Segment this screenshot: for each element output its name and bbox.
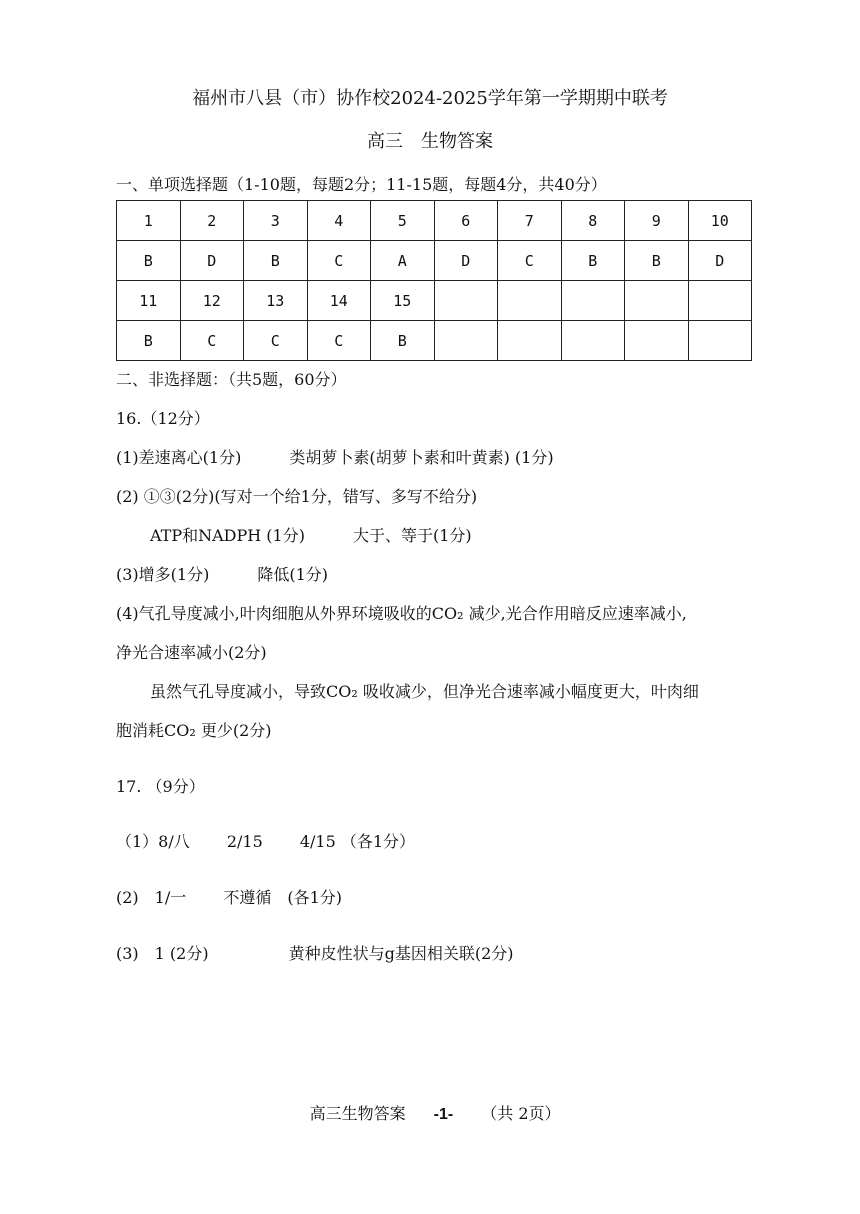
q16-part4-line2: 净光合速率减小(2分) bbox=[116, 643, 267, 662]
page-footer bbox=[0, 1090, 860, 1123]
answer-cell bbox=[688, 321, 752, 361]
question-number-cell: 1 bbox=[117, 201, 181, 241]
q16-part1: (1)差速离心(1分) 类胡萝卜素(胡萝卜素和叶黄素) (1分) bbox=[116, 448, 554, 467]
q17-part3: (3) 1 (2分) 黄种皮性状与g基因相关联(2分) bbox=[116, 944, 514, 963]
answer-row bbox=[117, 321, 752, 361]
answer-cell: B bbox=[117, 241, 181, 281]
answer-row bbox=[117, 241, 752, 281]
answer-table bbox=[116, 200, 752, 361]
question-number-cell bbox=[498, 281, 562, 321]
question-number-cell: 10 bbox=[688, 201, 752, 241]
question-number-cell: 13 bbox=[244, 281, 308, 321]
answer-cell: C bbox=[307, 321, 371, 361]
q16-part2-cont: ATP和NADPH (1分) 大于、等于(1分) bbox=[150, 526, 472, 545]
q16-header: 16.（12分） bbox=[116, 409, 210, 428]
question-number-cell: 5 bbox=[371, 201, 435, 241]
section-2-heading: 二、非选择题：（共5题，60分） bbox=[116, 370, 347, 389]
q16-part4-line1: (4)气孔导度减小,叶肉细胞从外界环境吸收的CO₂ 减少,光合作用暗反应速率减小, bbox=[116, 604, 687, 623]
answer-cell bbox=[625, 321, 689, 361]
q17-part1: （1）8/八 2/15 4/15 （各1分） bbox=[116, 832, 416, 851]
answer-cell: D bbox=[180, 241, 244, 281]
answer-cell: C bbox=[307, 241, 371, 281]
document-title: 福州市八县（市）协作校2024-2025学年第一学期期中联考 bbox=[192, 88, 668, 109]
question-number-cell bbox=[434, 281, 498, 321]
q16-part4-alt-line2: 胞消耗CO₂ 更少(2分) bbox=[116, 721, 272, 740]
answer-cell bbox=[498, 321, 562, 361]
answer-cell: B bbox=[117, 321, 181, 361]
footer-total-pages: （共 2页） bbox=[481, 1104, 561, 1123]
answer-cell: C bbox=[244, 321, 308, 361]
question-number-cell: 15 bbox=[371, 281, 435, 321]
q16-part4-alt-line1: 虽然气孔导度减小，导致CO₂ 吸收减少，但净光合速率减小幅度更大，叶肉细 bbox=[150, 682, 699, 701]
question-number-cell: 14 bbox=[307, 281, 371, 321]
question-number-cell: 7 bbox=[498, 201, 562, 241]
question-number-row bbox=[117, 201, 752, 241]
answer-cell: B bbox=[625, 241, 689, 281]
question-number-row bbox=[117, 281, 752, 321]
answer-cell: C bbox=[180, 321, 244, 361]
answer-cell: B bbox=[371, 321, 435, 361]
q17-part2: (2) 1/一 不遵循 (各1分) bbox=[116, 888, 342, 907]
q16-part3: (3)增多(1分) 降低(1分) bbox=[116, 565, 328, 584]
section-1-heading: 一、单项选择题（1-10题，每题2分；11-15题，每题4分，共40分） bbox=[116, 175, 607, 194]
question-number-cell: 11 bbox=[117, 281, 181, 321]
question-number-cell bbox=[688, 281, 752, 321]
q16-part2: (2) ①③(2分)(写对一个给1分，错写、多写不给分) bbox=[116, 487, 478, 506]
answer-cell bbox=[434, 321, 498, 361]
answer-cell bbox=[561, 321, 625, 361]
answer-cell: D bbox=[434, 241, 498, 281]
question-number-cell: 12 bbox=[180, 281, 244, 321]
question-number-cell: 2 bbox=[180, 201, 244, 241]
answer-cell: B bbox=[244, 241, 308, 281]
question-number-cell: 9 bbox=[625, 201, 689, 241]
answer-cell: C bbox=[498, 241, 562, 281]
question-number-cell bbox=[625, 281, 689, 321]
footer-page-number: -1- bbox=[433, 1106, 454, 1123]
q17-header: 17. （9分） bbox=[116, 777, 205, 796]
answer-cell: A bbox=[371, 241, 435, 281]
document-subtitle: 高三 生物答案 bbox=[367, 131, 493, 152]
question-number-cell: 3 bbox=[244, 201, 308, 241]
answer-cell: B bbox=[561, 241, 625, 281]
footer-label: 高三生物答案 bbox=[309, 1104, 406, 1123]
question-number-cell: 6 bbox=[434, 201, 498, 241]
question-number-cell bbox=[561, 281, 625, 321]
answer-cell: D bbox=[688, 241, 752, 281]
question-number-cell: 4 bbox=[307, 201, 371, 241]
question-number-cell: 8 bbox=[561, 201, 625, 241]
